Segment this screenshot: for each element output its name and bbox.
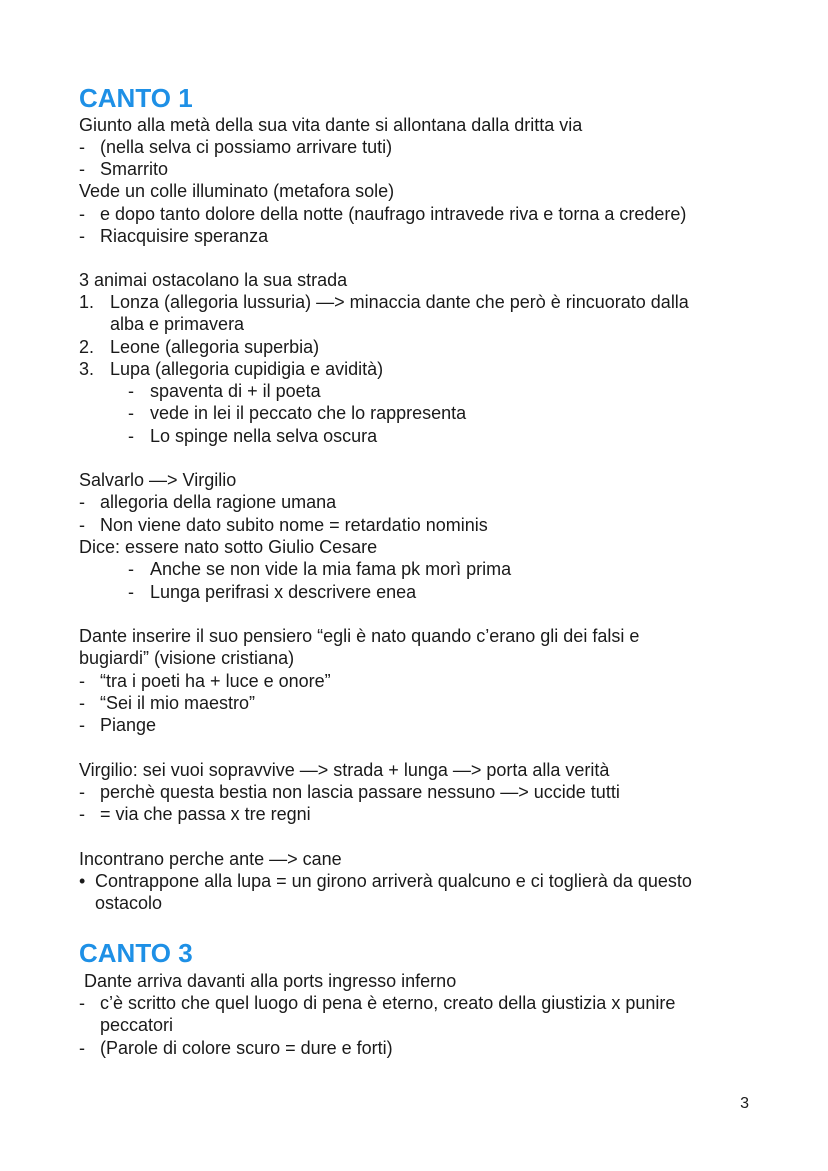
list-item-text: Non viene dato subito nome = retardatio nominis <box>100 515 488 535</box>
dash-marker: - <box>128 381 134 401</box>
numbered-item-text: Lupa (allegoria cupidigia e avidità) <box>110 359 384 379</box>
list-item-text: perchè questa bestia non lascia passare nessuno —> uccide tutti <box>100 782 620 802</box>
dash-marker: - <box>79 804 85 824</box>
canto-3-heading: CANTO 3 <box>79 938 193 968</box>
paragraph: Giunto alla metà della sua vita dante si allontana dalla dritta via <box>79 115 583 135</box>
list-item-text: allegoria della ragione umana <box>100 492 337 512</box>
list-item-text: “Sei il mio maestro” <box>100 693 256 713</box>
sub-list-item-text: Anche se non vide la mia fama pk morì prima <box>150 559 512 579</box>
sub-list-item-text: vede in lei il peccato che lo rappresenta <box>150 403 467 423</box>
bullet-marker: • <box>79 871 86 891</box>
canto-1-heading: CANTO 1 <box>79 83 193 113</box>
list-item-text: Smarrito <box>100 159 169 179</box>
paragraph: Vede un colle illuminato (metafora sole) <box>79 181 395 201</box>
page-number: 3 <box>740 1095 749 1112</box>
paragraph: Dice: essere nato sotto Giulio Cesare <box>79 537 378 557</box>
dash-marker: - <box>79 782 85 802</box>
dash-marker: - <box>79 159 85 179</box>
paragraph: 3 animai ostacolano la sua strada <box>79 270 348 290</box>
sub-list-item-text: Lo spinge nella selva oscura <box>150 426 378 446</box>
number-marker: 2. <box>79 337 95 357</box>
dash-marker: - <box>79 515 85 535</box>
number-marker: 3. <box>79 359 95 379</box>
dash-marker: - <box>128 559 134 579</box>
paragraph: Salvarlo —> Virgilio <box>79 470 237 490</box>
dash-marker: - <box>79 993 85 1013</box>
dash-marker: - <box>79 137 85 157</box>
paragraph-continuation: bugiardi” (visione cristiana) <box>79 648 295 668</box>
paragraph: Incontrano perche ante —> cane <box>79 849 342 869</box>
numbered-item-text: Leone (allegoria superbia) <box>110 337 320 357</box>
dash-marker: - <box>79 693 85 713</box>
dash-marker: - <box>79 671 85 691</box>
dash-marker: - <box>79 204 85 224</box>
list-item-text: peccatori <box>100 1015 174 1035</box>
dash-marker: - <box>128 582 134 602</box>
dash-marker: - <box>79 492 85 512</box>
numbered-item-text: Lonza (allegoria lussuria) —> minaccia dante che però è rincuorato dalla <box>110 292 689 312</box>
dash-marker: - <box>128 403 134 423</box>
dash-marker: - <box>79 715 85 735</box>
list-item-text: Riacquisire speranza <box>100 226 269 246</box>
paragraph: Dante inserire il suo pensiero “egli è nato quando c’erano gli dei falsi e <box>79 626 640 646</box>
dash-marker: - <box>79 226 85 246</box>
bullet-item-text: Contrappone alla lupa = un girono arriverà qualcuno e ci toglierà da questo <box>95 871 692 891</box>
paragraph: Virgilio: sei vuoi sopravvive —> strada + lunga —> porta alla verità <box>79 760 610 780</box>
bullet-item-continuation: ostacolo <box>95 893 163 913</box>
sub-list-item-text: Lunga perifrasi x descrivere enea <box>150 582 417 602</box>
sub-list-item-text: spaventa di + il poeta <box>150 381 321 401</box>
list-item-text: “tra i poeti ha + luce e onore” <box>100 671 331 691</box>
list-item-text: c’è scritto che quel luogo di pena è eterno, creato della giustizia x punire <box>100 993 676 1013</box>
list-item-text: e dopo tanto dolore della notte (naufrago intravede riva e torna a credere) <box>100 204 687 224</box>
dash-marker: - <box>128 426 134 446</box>
numbered-item-text: alba e primavera <box>110 314 245 334</box>
dash-marker: - <box>79 1038 85 1058</box>
paragraph: Dante arriva davanti alla ports ingresso inferno <box>79 971 457 991</box>
list-item-text: = via che passa x tre regni <box>100 804 311 824</box>
list-item-text: (Parole di colore scuro = dure e forti) <box>100 1038 393 1058</box>
list-item-text: (nella selva ci possiamo arrivare tuti) <box>100 137 393 157</box>
number-marker: 1. <box>79 292 95 312</box>
list-item-text: Piange <box>100 715 157 735</box>
